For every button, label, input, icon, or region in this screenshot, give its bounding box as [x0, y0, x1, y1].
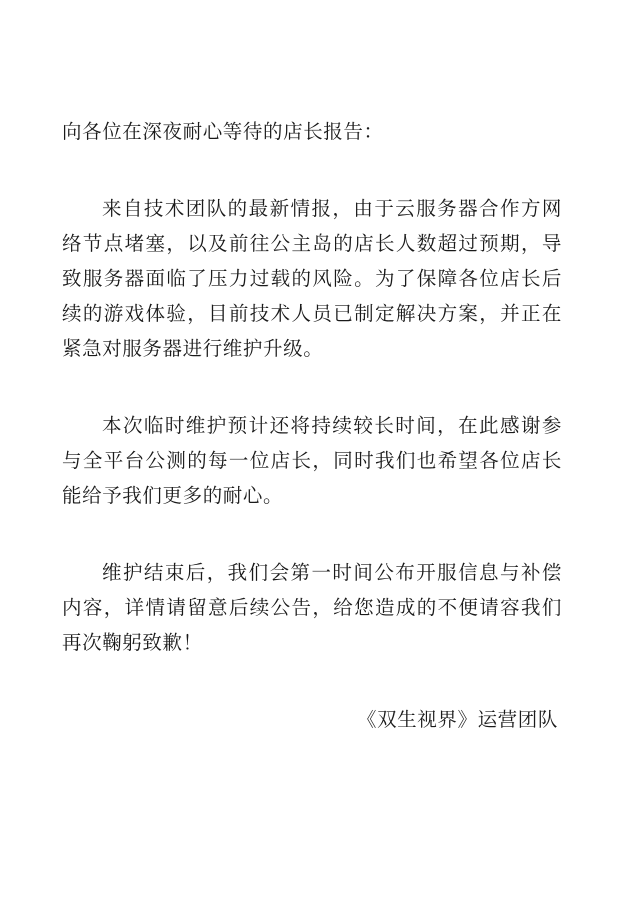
announcement-document — [62, 114, 562, 737]
signature: 《双生视界》运营团队 — [356, 708, 558, 731]
paragraph-server-situation: 来自技术团队的最新情报，由于云服务器合作方网络节点堵塞，以及前往公主岛的店长人数超过预期，导致服务器面临了压力过载的风险。为了保障各位店长后续的游戏体验，目前技术人员已制定解决方案，并正在紧急对服务器进行维护升级。 — [62, 197, 562, 360]
paragraph-thanks: 本次临时维护预计还将持续较长时间，在此感谢参与全平台公测的每一位店长，同时我们也希望各位店长能给予我们更多的耐心。 — [62, 414, 562, 507]
greeting-line: 向各位在深夜耐心等待的店长报告： — [62, 120, 384, 143]
paragraph-apology: 维护结束后，我们会第一时间公布开服信息与补偿内容，详情请留意后续公告，给您造成的不便请容我们再次鞠躬致歉！ — [62, 561, 562, 654]
